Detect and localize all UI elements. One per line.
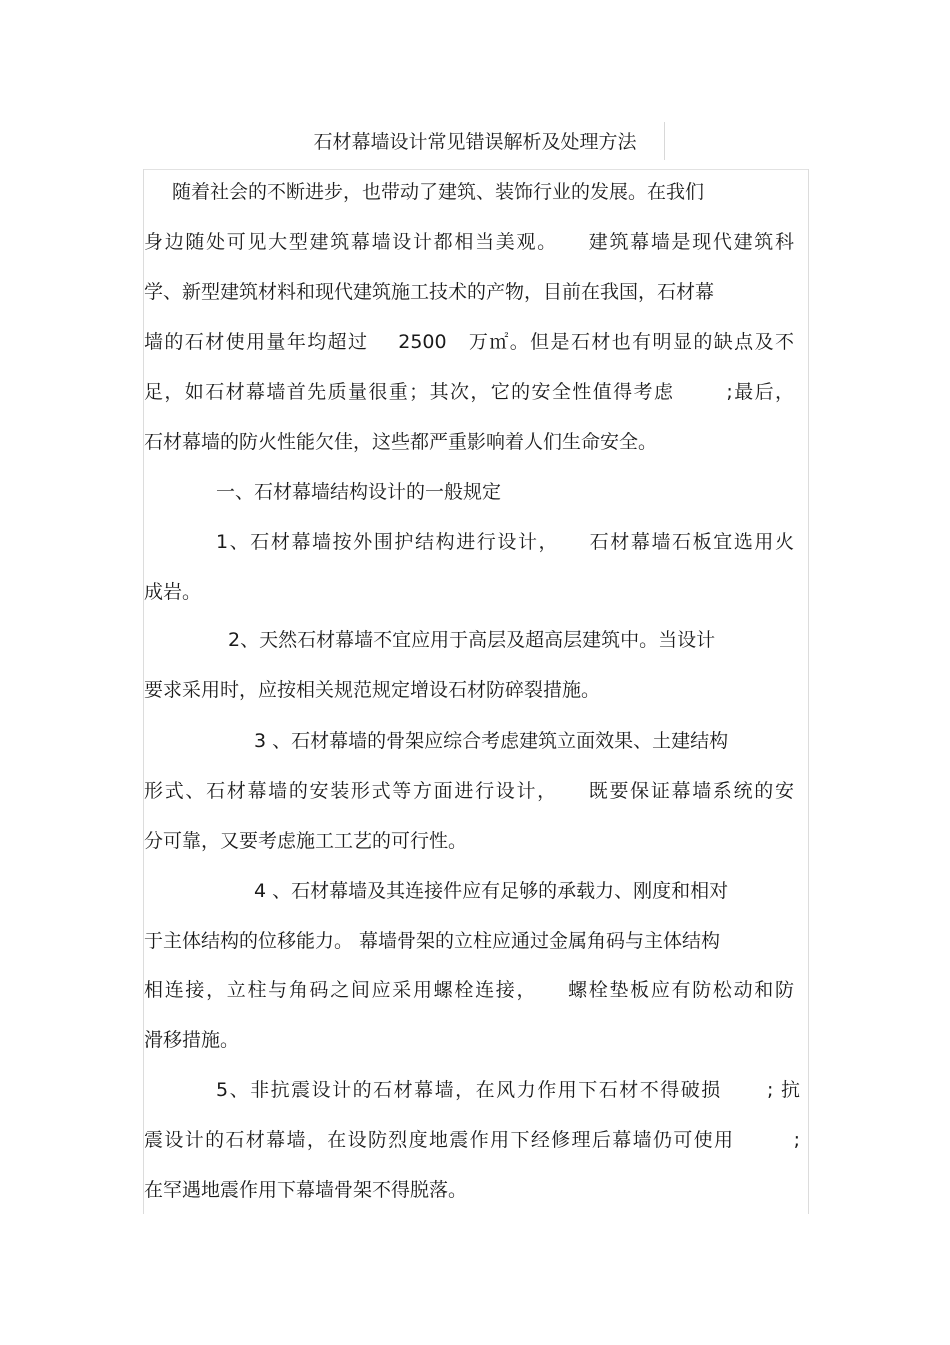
section-heading: 一、石材幕墙结构设计的一般规定 (216, 481, 502, 503)
paragraph-line: 要求采用时，应按相关规范规定增设石材防碎裂措施。 (144, 679, 601, 701)
paragraph-line: 成岩。 (144, 581, 202, 603)
paragraph-line: 分可靠，又要考虑施工工艺的可行性。 (144, 830, 468, 852)
paragraph-line: 2、天然石材幕墙不宜应用于高层及超高层建筑中。当设计 (228, 629, 716, 651)
paragraph-line: 身边随处可见大型建筑幕墙设计都相当美观。 建筑幕墙是现代建筑科 (144, 231, 794, 253)
paragraph-line: 滑移措施。 (144, 1029, 240, 1051)
text-frame-right-border (808, 169, 809, 1214)
paragraph-line: 石材幕墙的防火性能欠佳，这些都严重影响着人们生命安全。 (144, 431, 658, 453)
paragraph-line: 1、石材幕墙按外围护结构进行设计， 石材幕墙石板宜选用火 (216, 531, 794, 553)
paragraph-line: 于主体结构的位移能力。 幕墙骨架的立柱应通过金属角码与主体结构 (144, 930, 721, 952)
paragraph-line: 相连接，立柱与角码之间应采用螺栓连接， 螺栓垫板应有防松动和防 (144, 979, 794, 1001)
paragraph-line: 学、新型建筑材料和现代建筑施工技术的产物，目前在我国，石材幕 (144, 281, 715, 303)
title-divider (664, 122, 665, 160)
paragraph-line: 4 、石材幕墙及其连接件应有足够的承载力、刚度和相对 (254, 880, 729, 902)
paragraph-line: 5、非抗震设计的石材幕墙，在风力作用下石材不得破损 ; 抗 (216, 1079, 800, 1101)
paragraph-line: 形式、石材幕墙的安装形式等方面进行设计， 既要保证幕墙系统的安 (144, 780, 794, 802)
paragraph-line: 随着社会的不断进步，也带动了建筑、装饰行业的发展。在我们 (172, 181, 705, 203)
paragraph-line: 足，如石材幕墙首先质量很重；其次，它的安全性值得考虑 ;最后， (144, 381, 794, 403)
paragraph-line: 墙的石材使用量年均超过 2500 万㎡。但是石材也有明显的缺点及不 (144, 331, 794, 353)
paragraph-line: 震设计的石材幕墙，在设防烈度地震作用下经修理后幕墙仍可使用 ; (144, 1129, 800, 1151)
paragraph-line: 3 、石材幕墙的骨架应综合考虑建筑立面效果、土建结构 (254, 730, 729, 752)
text-frame-top-border (143, 169, 809, 170)
page-title: 石材幕墙设计常见错误解析及处理方法 (313, 131, 637, 153)
paragraph-line: 在罕遇地震作用下幕墙骨架不得脱落。 (144, 1179, 468, 1201)
